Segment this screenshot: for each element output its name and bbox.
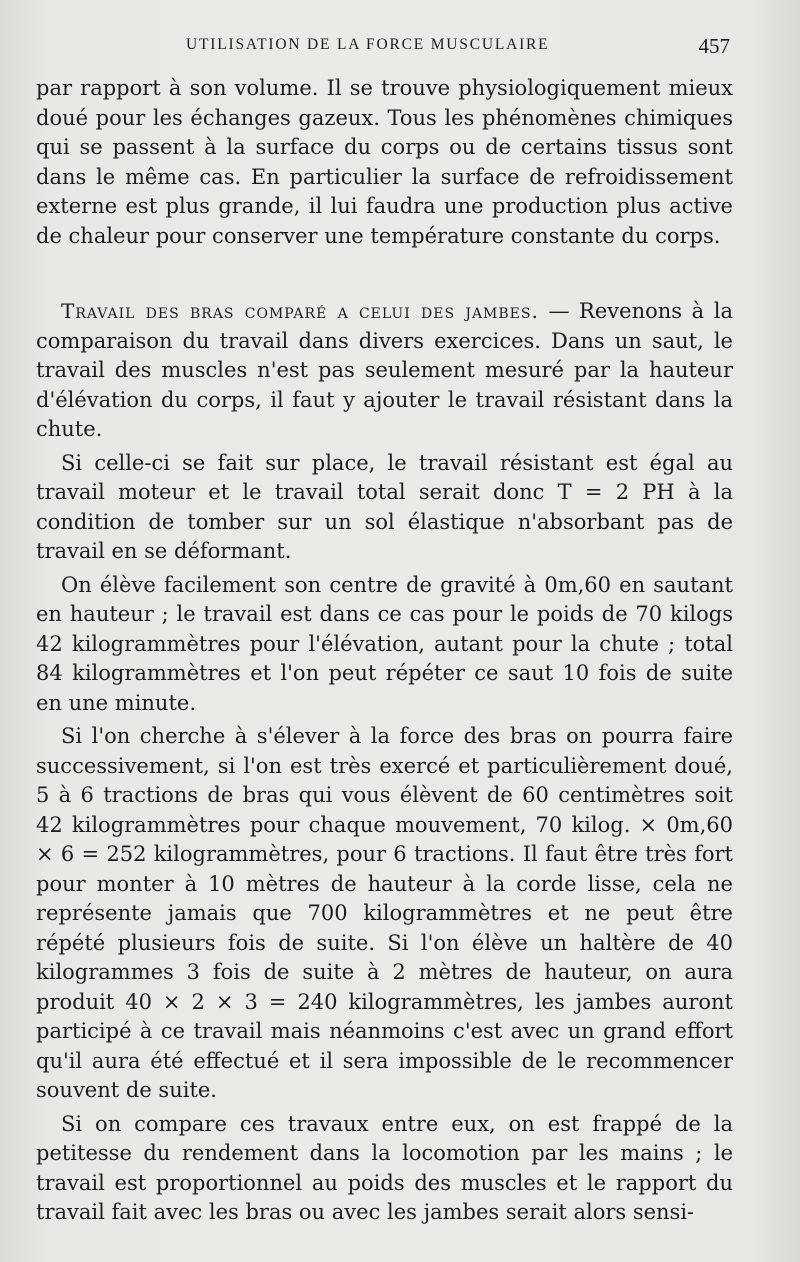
section-spacer <box>36 251 733 297</box>
page-header <box>36 34 730 60</box>
paragraph: Si l'on cherche à s'élever à la force des bras on pourra faire successivement, si l'on est très exercé et particulièrement doué, 5 à 6 tractions de bras qui vous élèvent de 60 centimètres soit 42 kilogrammètres pour chaque mouvement, 70 kilog. × 0m,60 × 6 = 252 kilogrammètres, pour 6 tractions. Il faut être très fort pour monter à 10 mètres de hauteur à la corde lisse, cela ne représente jamais que 700 kilogrammètres et ne peut être répété plusieurs fois de suite. Si l'on élève un haltère de 40 kilogrammes 3 fois de suite à 2 mètres de hauteur, on aura produit 40 × 2 × 3 = 240 kilogrammètres, les jambes auront participé à ce travail mais néanmoins c'est avec un grand effort qu'il aura été effectué et il sera impossible de le recommencer souvent de suite. <box>36 724 733 1102</box>
section-paragraph-text: la comparaison du travail dans divers exercices. Dans un saut, le travail des muscles n'est pas seulement mesuré par la hauteur d'élévation du corps, il faut y ajouter le travail résistant dans la chute. <box>36 299 733 441</box>
paragraph: Si celle-ci se fait sur place, le travail résistant est égal au travail moteur et le travail total serait donc T = 2 PH à la condition de tomber sur un sol élastique n'absorbant pas de travail en se déformant. <box>36 450 733 563</box>
paragraph: Si on compare ces travaux entre eux, on est frappé de la petitesse du rendement dans la locomotion par les mains ; le travail est proportionnel au poids des muscles et le rapport du travail fait avec les bras ou avec les jambes serait alors sensi- <box>36 1111 733 1224</box>
paragraph-continued: par rapport à son volume. Il se trouve physiologiquement mieux doué pour les échanges gazeux. Tous les phénomènes chimiques qui se passent à la surface du corps ou de certains tissus sont dans le même cas. En particulier la surface de refroidissement externe est plus grande, il lui faudra une production plus active de chaleur pour conserver une température constante du corps. <box>36 76 733 248</box>
page-body <box>36 74 733 1228</box>
section-heading: Travail des bras comparé a celui des jambes. <box>61 299 539 323</box>
paragraph: On élève facilement son centre de gravité à 0m,60 en sautant en hauteur ; le travail est dans ce cas pour le poids de 70 kilogs 42 kilogrammètres pour l'élévation, autant pour la chute ; total 84 kilogrammètres et l'on peut répéter ce saut 10 fois de suite en une minute. <box>36 572 733 715</box>
section-heading-dash: — Revenons à <box>538 299 705 323</box>
section-paragraph <box>36 297 733 445</box>
page-number: 457 <box>698 34 730 58</box>
running-title: UTILISATION DE LA FORCE MUSCULAIRE <box>186 36 550 53</box>
